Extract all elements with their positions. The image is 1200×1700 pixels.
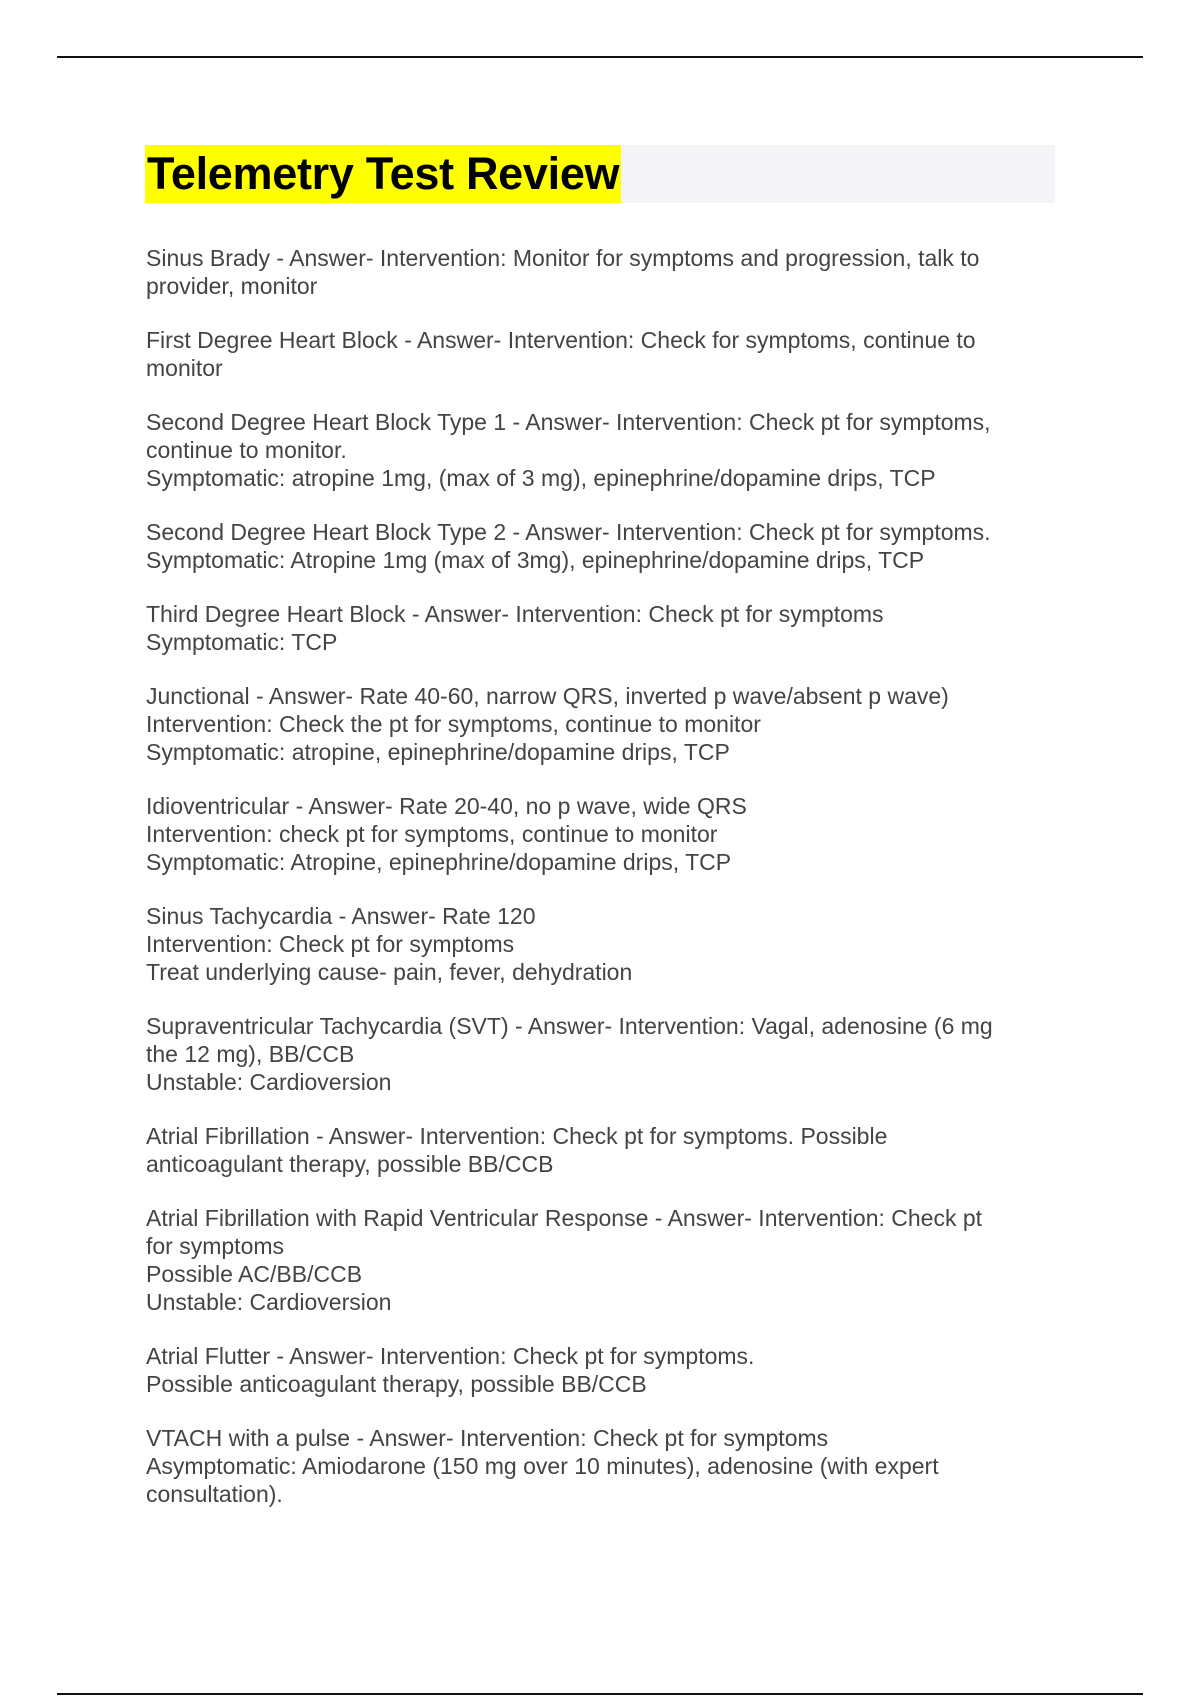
entry-atrial-fibrillation [146,1122,1066,1178]
entry-idioventricular [146,792,1066,876]
entry-list [146,244,1066,1534]
entry-line: the 12 mg), BB/CCB [146,1041,355,1067]
entry-vtach-with-pulse [146,1424,1066,1508]
entry-line: for symptoms [146,1233,285,1259]
entry-line: Intervention: Check pt for symptoms [146,931,515,957]
entry-line: Symptomatic: atropine 1mg, (max of 3 mg), epinephrine/dopamine drips, TCP [146,465,936,491]
entry-line: provider, monitor [146,273,318,299]
entry-line: continue to monitor. [146,437,347,463]
entry-junctional [146,682,1066,766]
entry-line: consultation). [146,1481,283,1507]
entry-first-degree-heart-block [146,326,1066,382]
entry-line: Second Degree Heart Block Type 1 - Answer- Intervention: Check pt for symptoms, [146,409,991,435]
entry-atrial-flutter [146,1342,1066,1398]
entry-sinus-tachycardia [146,902,1066,986]
entry-line: Third Degree Heart Block - Answer- Intervention: Check pt for symptoms [146,601,884,627]
entry-line: Supraventricular Tachycardia (SVT) - Answer- Intervention: Vagal, adenosine (6 mg [146,1013,993,1039]
bottom-rule [57,1693,1143,1695]
entry-line: Symptomatic: Atropine 1mg (max of 3mg), epinephrine/dopamine drips, TCP [146,547,925,573]
entry-sinus-brady [146,244,1066,300]
entry-line: VTACH with a pulse - Answer- Intervention: Check pt for symptoms [146,1425,829,1451]
entry-second-degree-type-1 [146,408,1066,492]
entry-afib-rvr [146,1204,1066,1316]
entry-line: Junctional - Answer- Rate 40-60, narrow QRS, inverted p wave/absent p wave) [146,683,949,709]
entry-line: Atrial Fibrillation - Answer- Intervention: Check pt for symptoms. Possible [146,1123,888,1149]
entry-line: Second Degree Heart Block Type 2 - Answer- Intervention: Check pt for symptoms. [146,519,991,545]
entry-third-degree-heart-block [146,600,1066,656]
entry-line: anticoagulant therapy, possible BB/CCB [146,1151,554,1177]
entry-line: Possible anticoagulant therapy, possible BB/CCB [146,1371,647,1397]
entry-line: Unstable: Cardioversion [146,1069,392,1095]
entry-line: Asymptomatic: Amiodarone (150 mg over 10 minutes), adenosine (with expert [146,1453,939,1479]
entry-line: First Degree Heart Block - Answer- Intervention: Check for symptoms, continue to [146,327,976,353]
entry-line: Intervention: check pt for symptoms, continue to monitor [146,821,718,847]
entry-line: Symptomatic: Atropine, epinephrine/dopamine drips, TCP [146,849,732,875]
page-title: Telemetry Test Review [145,145,621,203]
entry-line: Symptomatic: atropine, epinephrine/dopamine drips, TCP [146,739,730,765]
entry-line: Symptomatic: TCP [146,629,338,655]
entry-line: Idioventricular - Answer- Rate 20-40, no p wave, wide QRS [146,793,747,819]
entry-line: monitor [146,355,223,381]
entry-line: Intervention: Check the pt for symptoms, continue to monitor [146,711,761,737]
entry-line: Unstable: Cardioversion [146,1289,392,1315]
entry-svt [146,1012,1066,1096]
entry-line: Possible AC/BB/CCB [146,1261,363,1287]
entry-line: Sinus Brady - Answer- Intervention: Monitor for symptoms and progression, talk to [146,245,980,271]
entry-line: Sinus Tachycardia - Answer- Rate 120 [146,903,536,929]
entry-line: Atrial Flutter - Answer- Intervention: Check pt for symptoms. [146,1343,755,1369]
entry-line: Atrial Fibrillation with Rapid Ventricular Response - Answer- Intervention: Check pt [146,1205,983,1231]
entry-line: Treat underlying cause- pain, fever, dehydration [146,959,633,985]
top-rule [57,56,1143,58]
entry-second-degree-type-2 [146,518,1066,574]
